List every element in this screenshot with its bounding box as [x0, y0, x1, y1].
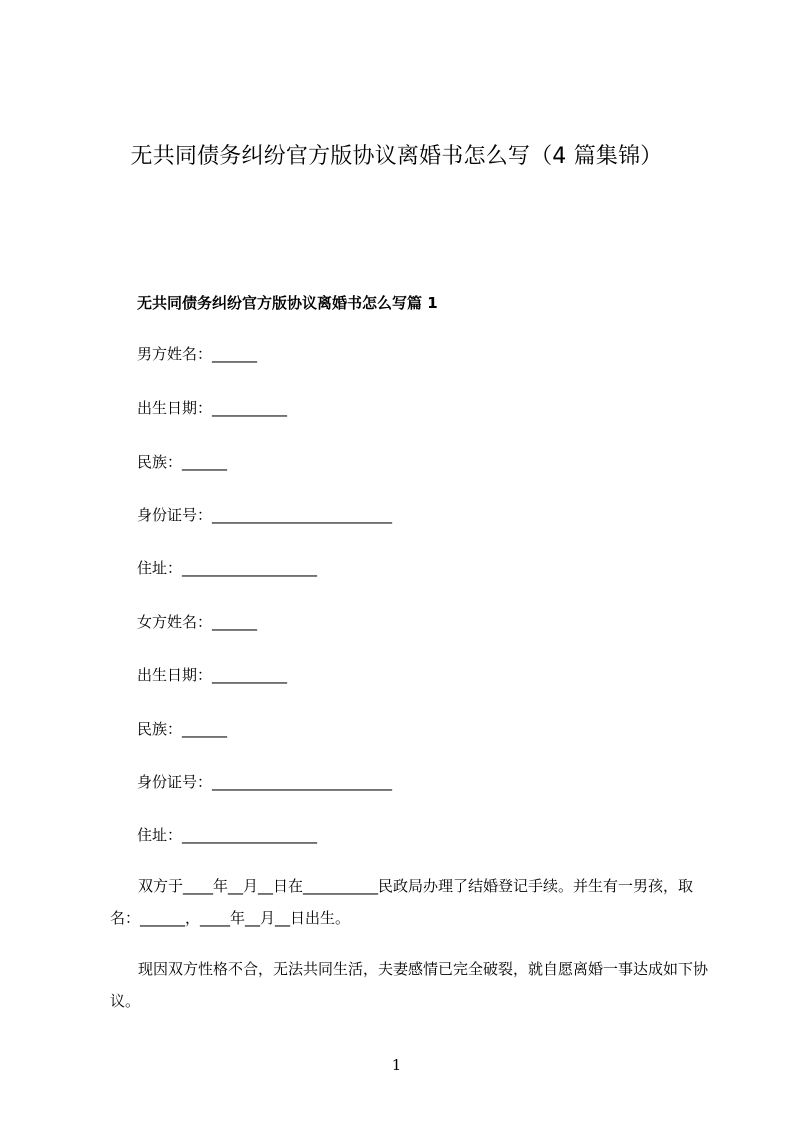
female-birth-date-field: 出生日期：__________ — [137, 666, 288, 684]
male-ethnicity-field: 民族：______ — [137, 453, 228, 471]
section-heading: 无共同债务纠纷官方版协议离婚书怎么写篇 1 — [137, 294, 438, 312]
document-title: 无共同债务纠纷官方版协议离婚书怎么写（4 篇集锦） — [130, 144, 663, 169]
male-id-number-field: 身份证号：________________________ — [137, 506, 393, 524]
female-ethnicity-field: 民族：______ — [137, 720, 228, 738]
page-number: 1 — [391, 1056, 402, 1074]
marriage-registration-paragraph: 双方于____年__月__日在__________民政局办理了结婚登记手续。并生有一男孩，取名：______，____年__月__日出生。 — [110, 877, 694, 927]
male-address-field: 住址：__________________ — [137, 559, 318, 577]
female-name-field: 女方姓名：______ — [137, 613, 258, 631]
female-address-field: 住址：__________________ — [137, 826, 318, 844]
male-birth-date-field: 出生日期：__________ — [137, 399, 288, 417]
female-id-number-field: 身份证号：________________________ — [137, 773, 393, 791]
male-name-field: 男方姓名：______ — [137, 345, 258, 363]
divorce-reason-paragraph: 现因双方性格不合，无法共同生活，夫妻感情已完全破裂，就自愿离婚一事达成如下协议。 — [110, 960, 709, 1010]
